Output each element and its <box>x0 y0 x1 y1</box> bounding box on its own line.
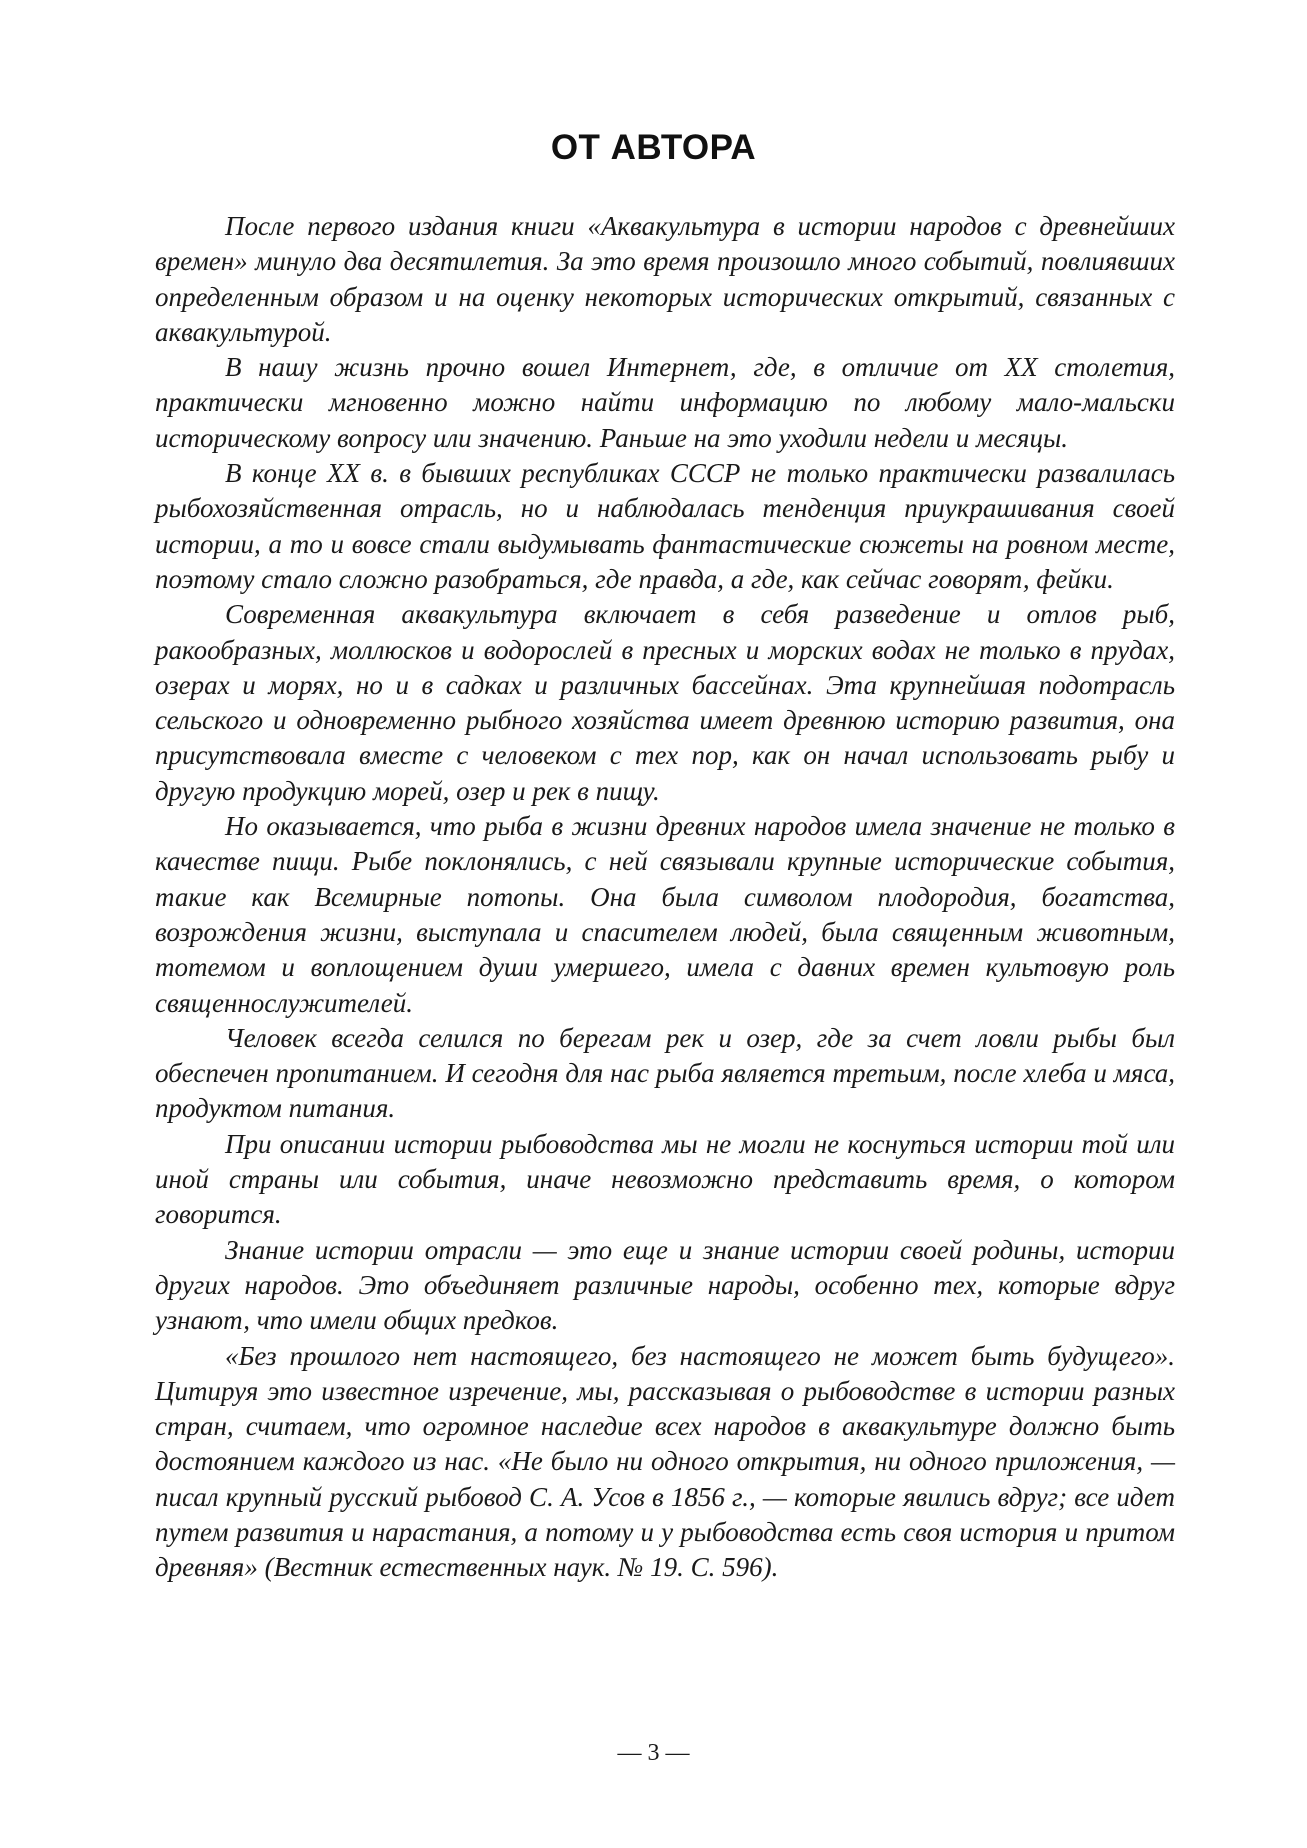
paragraph-8: Знание истории отрасли — это еще и знание истории своей родины, истории других народов. Это объединяет различные народы, особенно тех, которые вдруг узнают, что имели общих предков. <box>155 1234 1175 1336</box>
body-text <box>155 209 1175 1586</box>
paragraph-6: Человек всегда селился по берегам рек и озер, где за счет ловли рыбы был обеспечен пропитанием. И сегодня для нас рыба является третьим, после хлеба и мяса, продуктом питания. <box>155 1022 1175 1124</box>
paragraph-4: Современная аквакультура включает в себя разведение и отлов рыб, ракообразных, моллюсков и водорослей в пресных и морских водах не только в прудах, озерах и морях, но и в садках и различных бассейнах. Эта крупнейшая подотрасль сельского и одновременно рыбного хозяйства имеет древнюю историю развития, она присутствовала вместе с человеком с тех пор, как он начал использовать рыбу и другую продукцию морей, озер и рек в пищу. <box>155 599 1175 806</box>
paragraph-7: При описании истории рыбоводства мы не могли не коснуться истории той или иной страны или события, иначе невозможно представить время, о котором говорится. <box>155 1128 1175 1230</box>
paragraph-9: «Без прошлого нет настоящего, без настоящего не может быть будущего». Цитируя это известное изречение, мы, рассказывая о рыбоводстве в истории разных стран, считаем, что огромное наследие всех народов в аквакультуре должно быть достоянием каждого из нас. «Не было ни одного открытия, ни одного приложения, — писал крупный русский рыбовод С. А. Усов в 1856 г., — которые явились вдруг; все идет путем развития и нарастания, а потому и у рыбоводства есть своя история и притом древняя» (Вестник естественных наук. № 19. С. 596). <box>155 1340 1175 1583</box>
paragraph-3: В конце ХХ в. в бывших республиках СССР не только практически развалилась рыбохозяйственная отрасль, но и наблюдалась тенденция приукрашивания своей истории, а то и вовсе стали выдумывать фантастические сюжеты на ровном месте, поэтому стало сложно разобраться, где правда, а где, как сейчас говорят, фейки. <box>155 458 1175 594</box>
page-number: — 3 — <box>617 1740 690 1766</box>
paragraph-5: Но оказывается, что рыба в жизни древних народов имела значение не только в качестве пищи. Рыбе поклонялись, с ней связывали крупные исторические события, такие как Всемирные потопы. Она была символом плодородия, богатства, возрождения жизни, выступала и спасителем людей, была священным животным, тотемом и воплощением души умершего, имела с давних времен культовую роль священнослужителей. <box>155 811 1175 1018</box>
paragraph-2: В нашу жизнь прочно вошел Интернет, где, в отличие от ХХ столетия, практически мгновенно можно найти информацию по любому мало-мальски историческому вопросу или значению. Раньше на это уходили недели и месяцы. <box>155 352 1175 453</box>
paragraph-1: После первого издания книги «Аквакультура в истории народов с древнейших времен» минуло два десятилетия. За это время произошло много событий, повлиявших определенным образом и на оценку некоторых исторических открытий, связанных с аквакультурой. <box>155 211 1175 347</box>
page-title: ОТ АВТОРА <box>550 128 757 167</box>
